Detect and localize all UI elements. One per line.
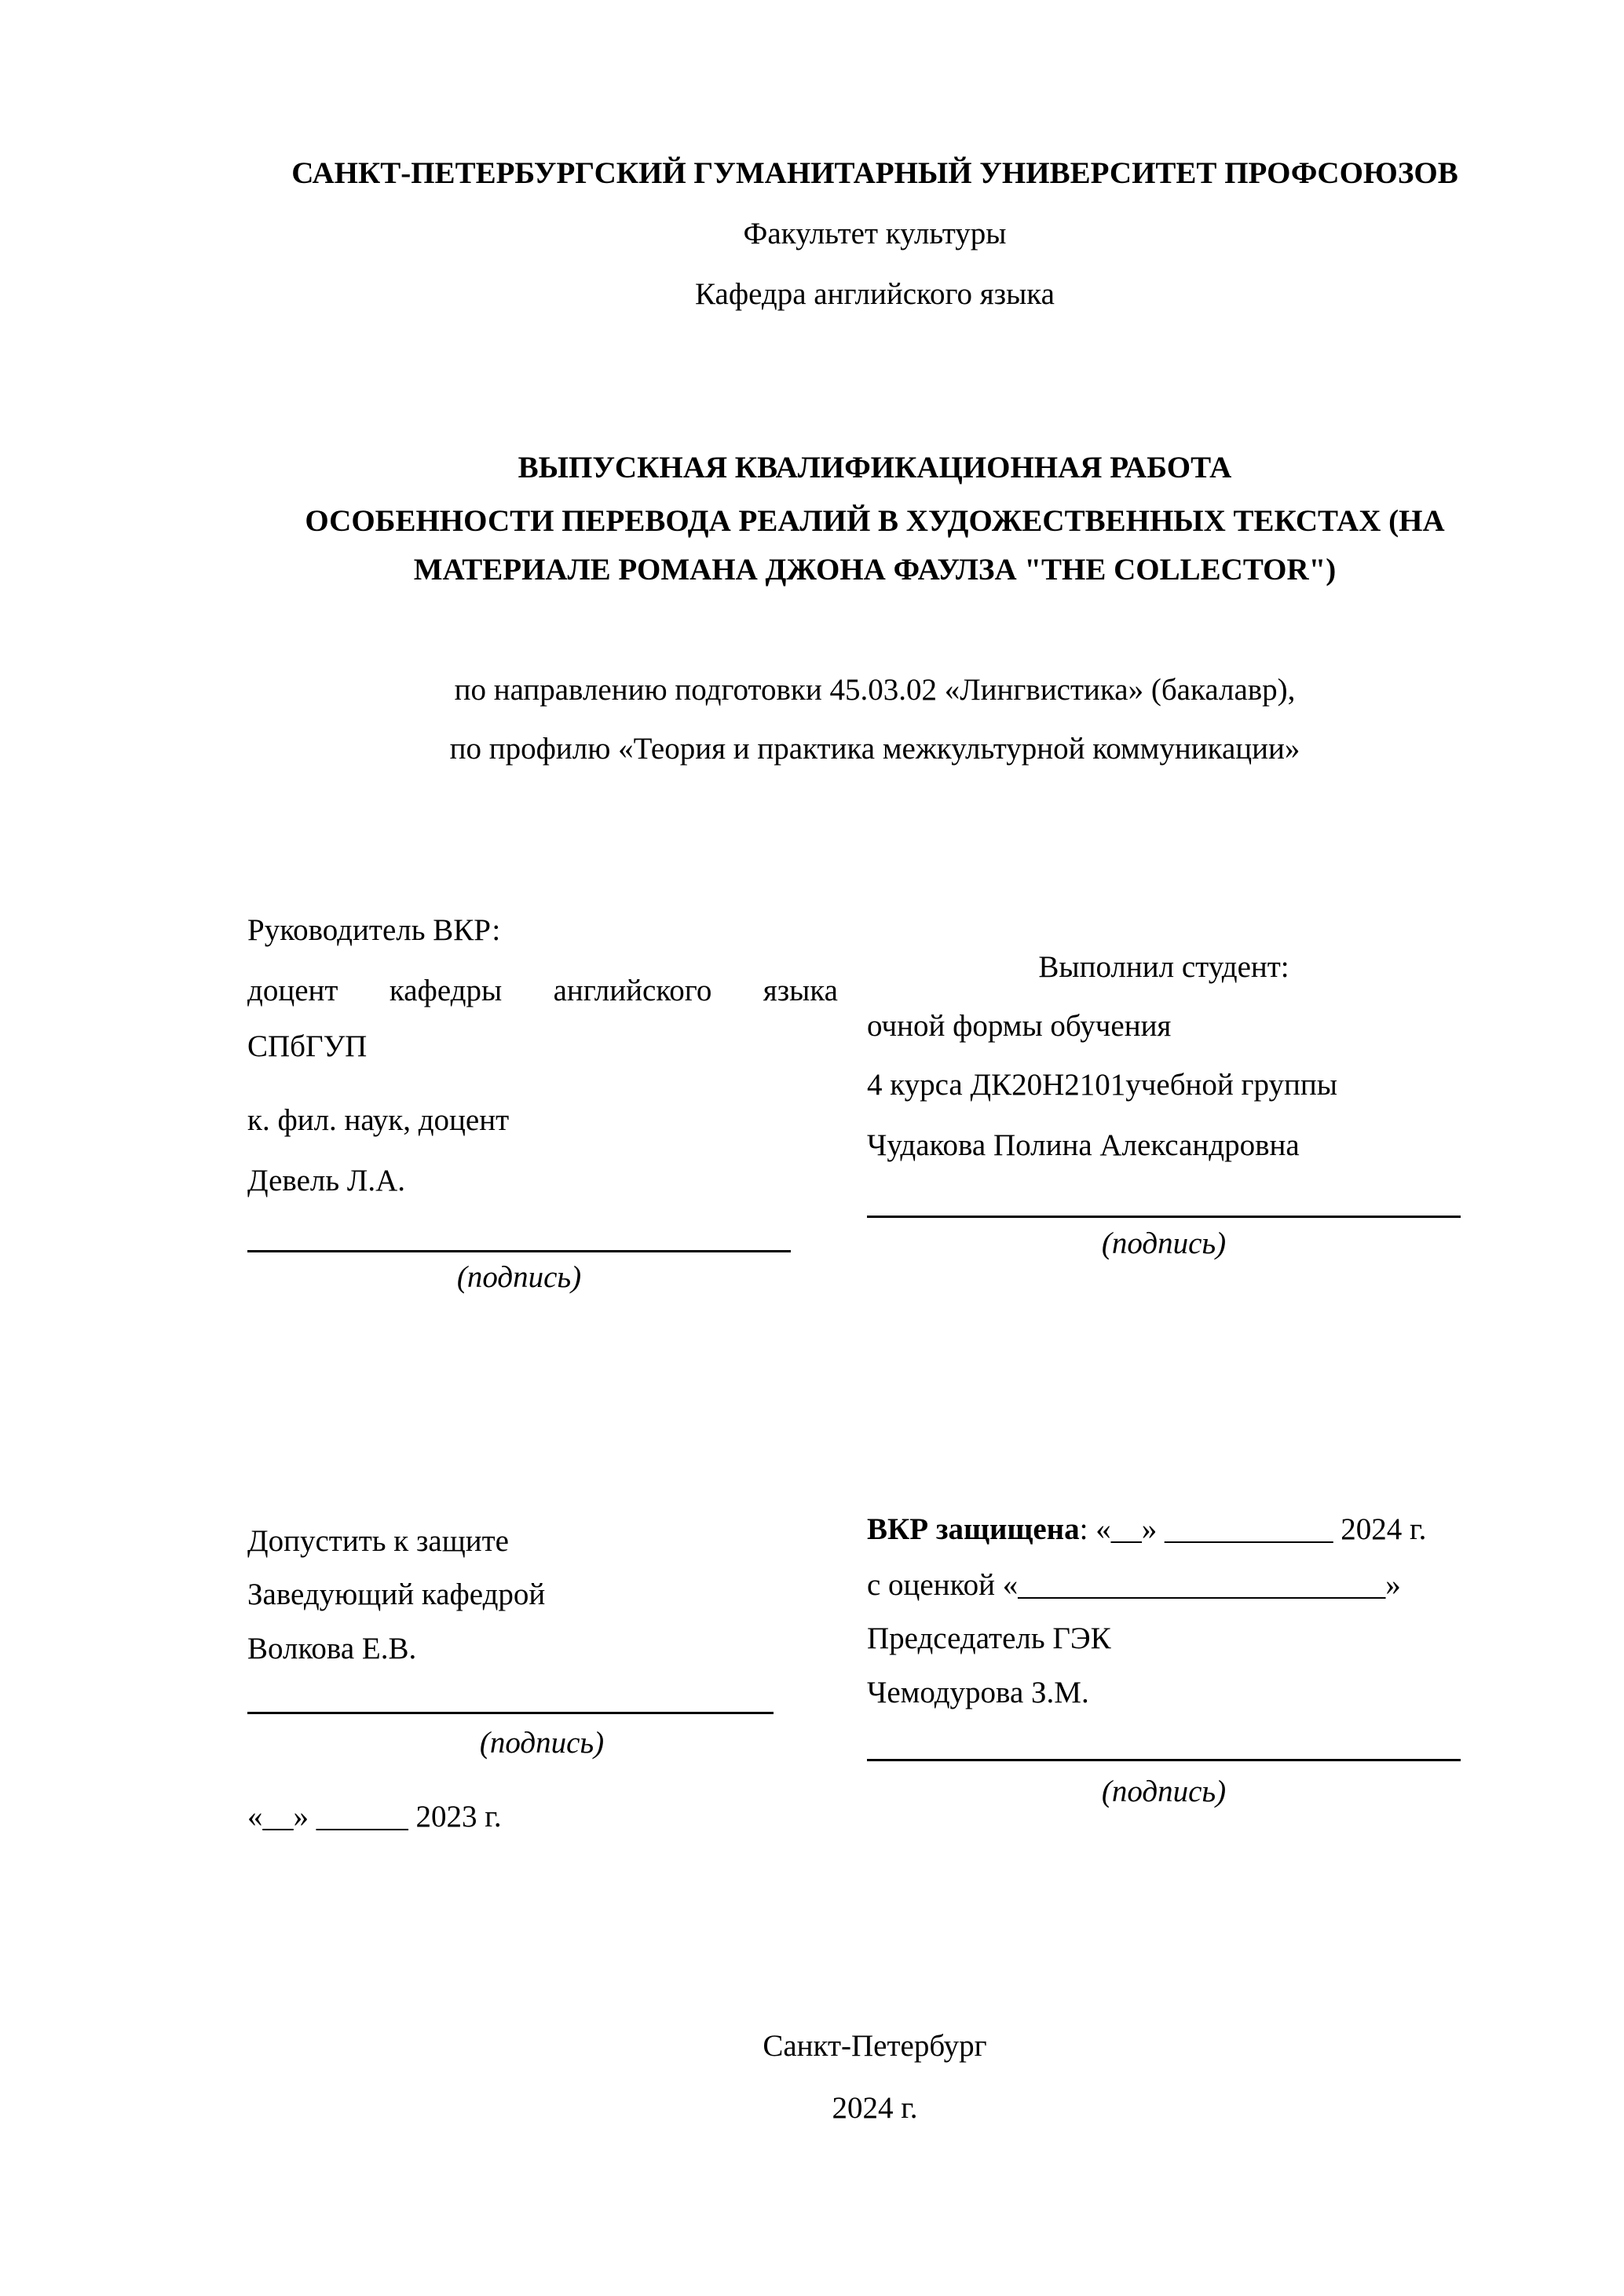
city: Санкт-Петербург: [763, 2029, 987, 2063]
admission-label: Допустить к защите: [247, 1524, 509, 1558]
supervisor-organization: СПбГУП: [247, 1029, 368, 1063]
student-name: Чудакова Полина Александровна: [867, 1128, 1300, 1162]
department-name: Кафедра английского языка: [695, 277, 1055, 311]
head-signature-caption: (подпись): [479, 1726, 605, 1760]
university-name: САНКТ-ПЕТЕРБУРГСКИЙ ГУМАНИТАРНЫЙ УНИВЕРСИТЕТ ПРОФСОЮЗОВ: [291, 156, 1458, 190]
chair-signature-caption: (подпись): [1101, 1775, 1227, 1808]
defense-grade: с оценкой «________________________»: [867, 1568, 1401, 1602]
supervisor-signature-caption: (подпись): [456, 1260, 582, 1294]
defense-status: [867, 1510, 1426, 1549]
student-study-form: очной формы обучения: [867, 1009, 1172, 1043]
supervisor-position: [247, 971, 838, 1011]
admission-date: «__» ______ 2023 г.: [247, 1800, 502, 1834]
position-word: доцент: [247, 974, 338, 1007]
faculty-name: Факультет культуры: [743, 217, 1007, 250]
chair-signature-line: [867, 1759, 1461, 1761]
position-word: языка: [763, 974, 838, 1007]
head-signature-line: [247, 1712, 774, 1714]
student-label: Выполнил студент:: [1038, 950, 1289, 984]
supervisor-degree: к. фил. наук, доцент: [247, 1103, 510, 1137]
work-topic-line1: ОСОБЕННОСТИ ПЕРЕВОДА РЕАЛИЙ В ХУДОЖЕСТВЕННЫХ ТЕКСТАХ (НА: [305, 504, 1445, 538]
direction-line: по направлению подготовки 45.03.02 «Лингвистика» (бакалавр),: [454, 673, 1296, 707]
head-of-department-role: Заведующий кафедрой: [247, 1578, 546, 1611]
commission-chair-role: Председатель ГЭК: [867, 1621, 1111, 1655]
position-word: кафедры: [389, 974, 503, 1007]
profile-line: по профилю «Теория и практика межкультурной коммуникации»: [449, 732, 1300, 766]
head-of-department-name: Волкова Е.В.: [247, 1632, 417, 1665]
position-word: английского: [553, 974, 712, 1007]
work-type-title: ВЫПУСКНАЯ КВАЛИФИКАЦИОННАЯ РАБОТА: [518, 451, 1232, 484]
year: 2024 г.: [832, 2091, 918, 2125]
commission-chair-name: Чемодурова З.М.: [867, 1676, 1089, 1709]
student-signature-caption: (подпись): [1101, 1227, 1227, 1260]
work-topic-line2: МАТЕРИАЛЕ РОМАНА ДЖОНА ФАУЛЗА "THE COLLECTOR"): [413, 553, 1337, 587]
supervisor-label: Руководитель ВКР:: [247, 913, 501, 947]
supervisor-name: Девель Л.А.: [247, 1164, 405, 1197]
student-signature-line: [867, 1216, 1461, 1218]
supervisor-signature-line: [247, 1250, 791, 1252]
defense-label: ВКР защищена: [867, 1512, 1080, 1546]
defense-date: : «__» ___________ 2024 г.: [1079, 1512, 1427, 1546]
student-group: 4 курса ДК20Н2101учебной группы: [867, 1068, 1337, 1102]
